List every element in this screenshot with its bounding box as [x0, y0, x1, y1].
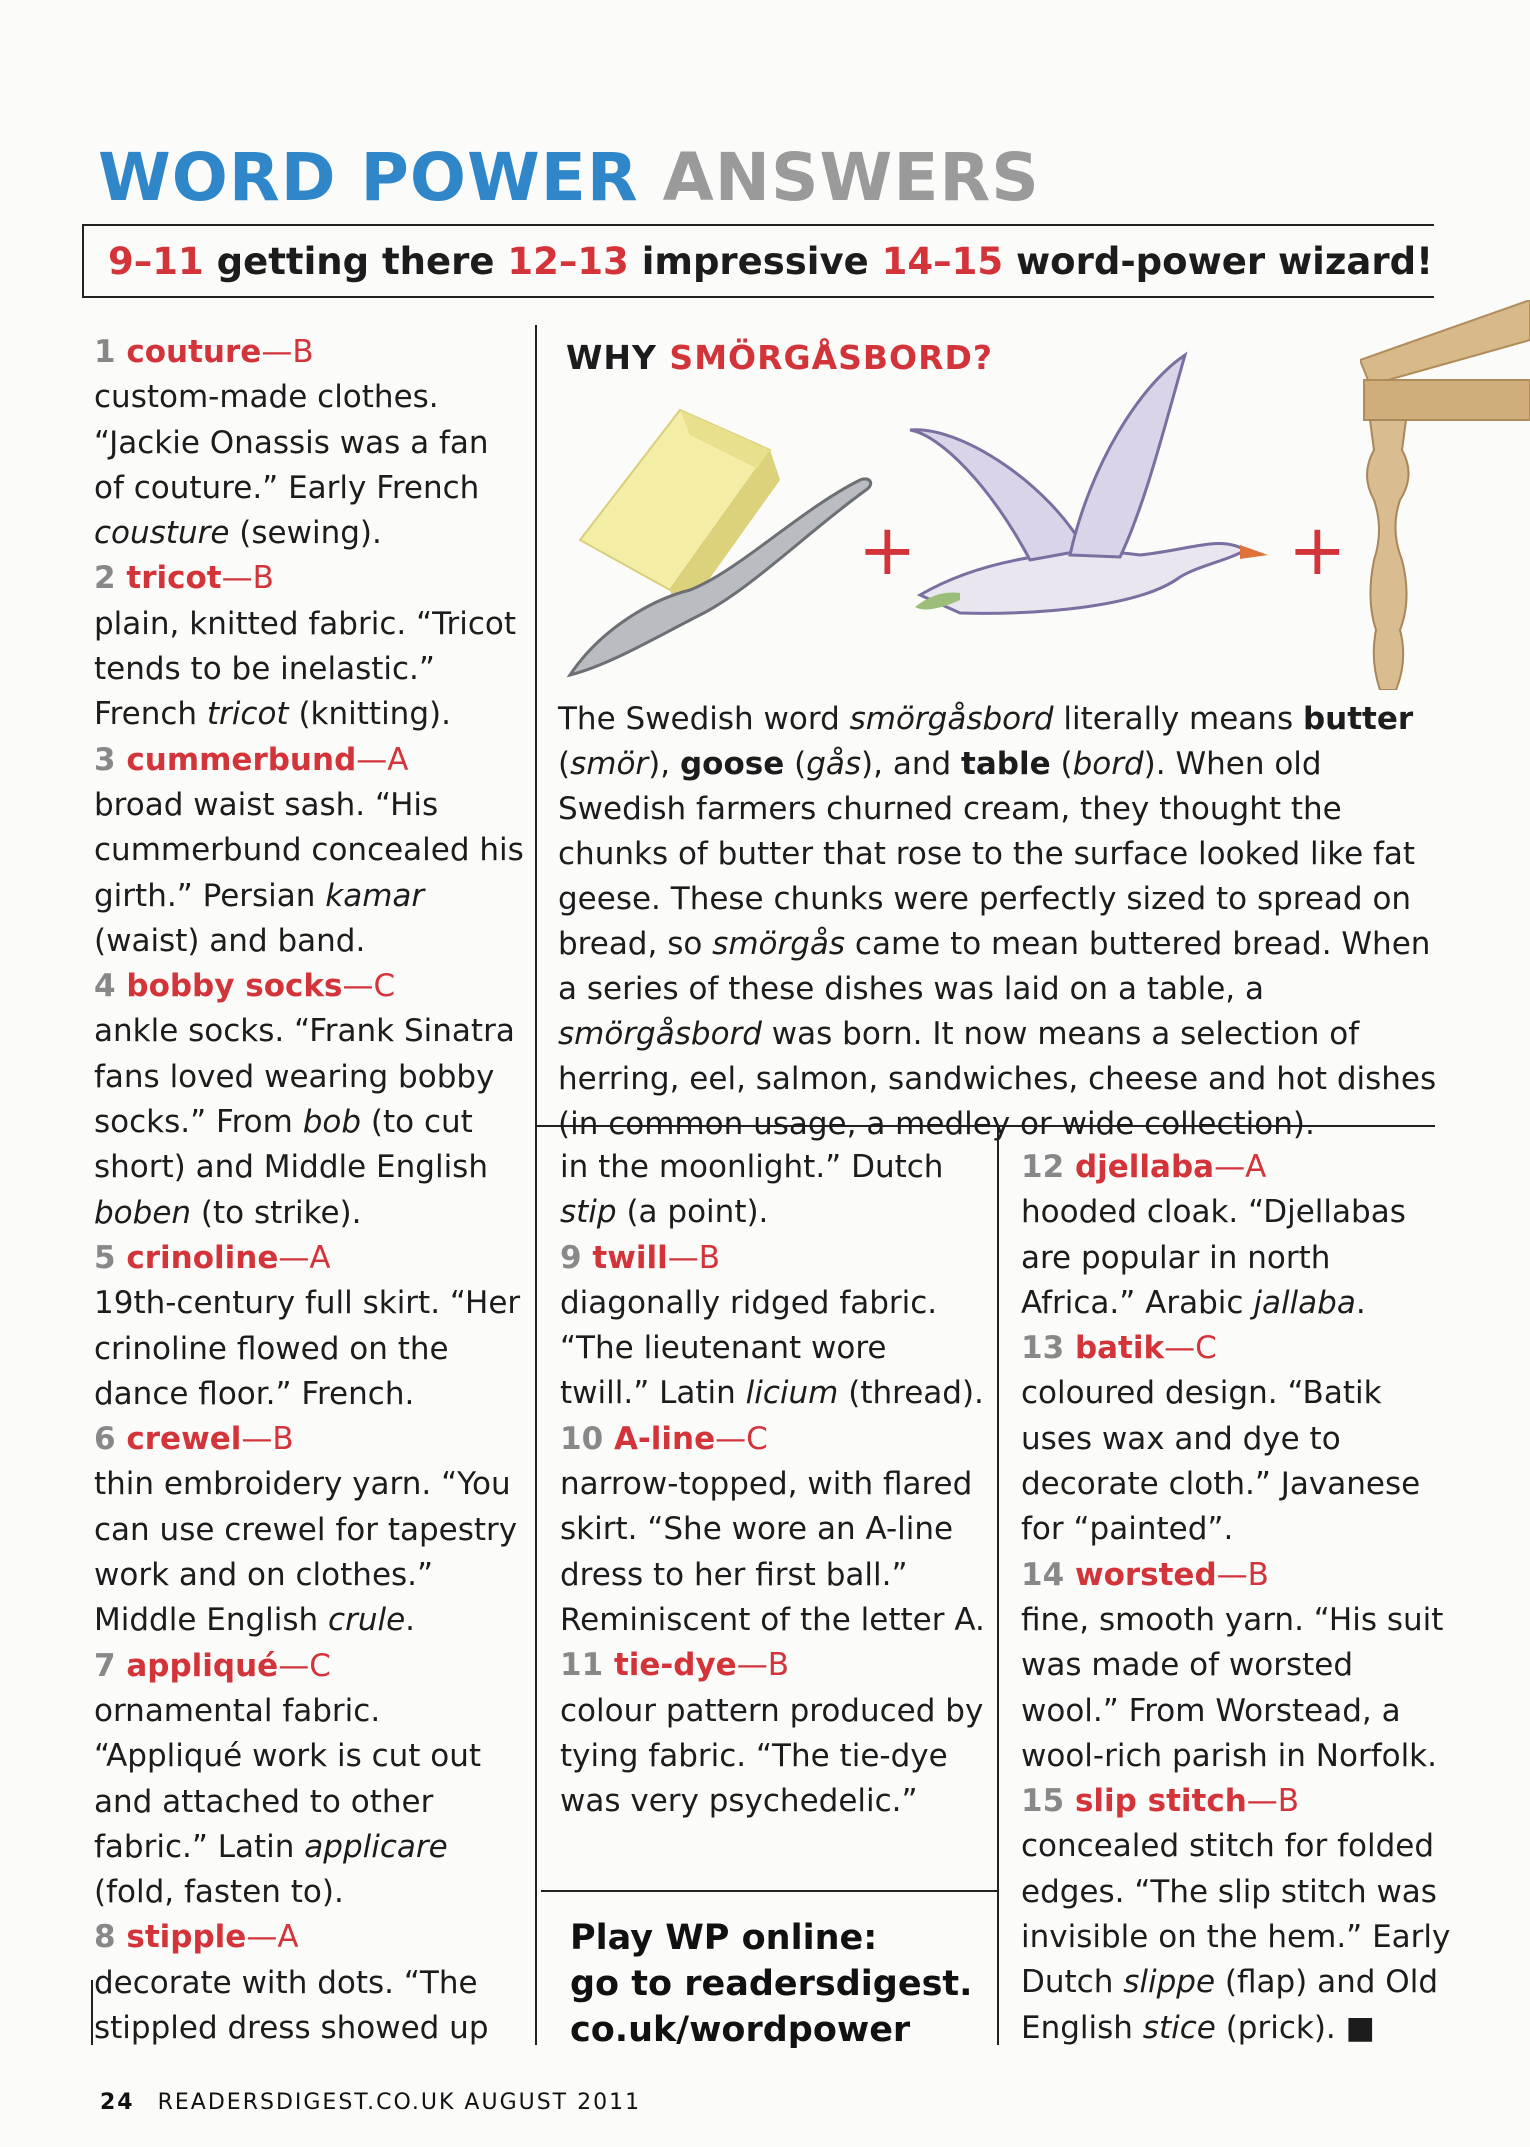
col2-divider: [997, 1125, 999, 2045]
entry-number: 10: [560, 1420, 604, 1457]
entry-definition: [560, 1689, 985, 1825]
entry-answer-letter: — C: [1164, 1330, 1217, 1366]
entry-answer-letter: — B: [241, 1421, 293, 1457]
entry-number: 1: [94, 334, 116, 370]
answers-column-3: [1021, 1145, 1451, 2051]
answer-entry: [94, 738, 524, 964]
answers-column-1: [94, 330, 524, 2051]
entry-heading: [560, 1236, 985, 1281]
entry-definition: [94, 1281, 524, 1417]
why-heading-word: SMÖRGÅSBORD?: [669, 338, 994, 377]
entry-word: crinoline: [126, 1239, 279, 1276]
answer-entry: [94, 556, 524, 737]
definition-text: hooded cloak. “Djellabas are popular in north Africa.” Arabic: [1021, 1194, 1406, 1321]
definition-text: (to strike).: [191, 1194, 362, 1231]
butter-knife-illustration: [560, 390, 890, 690]
footer-text: READERSDIGEST.CO.UK AUGUST 2011: [157, 2090, 642, 2115]
entry-word: stipple: [126, 1919, 247, 1956]
definition-text: coloured design. “Batik uses wax and dye to decorate cloth.” Javanese for “painted”.: [1021, 1375, 1421, 1548]
bold-word: table: [961, 746, 1051, 782]
origin-word: stice: [1142, 2009, 1216, 2046]
score-label: getting there: [216, 240, 495, 283]
entry-definition: [94, 1462, 524, 1643]
entry-definition: [560, 1462, 985, 1643]
entry-answer-letter: — C: [278, 1648, 331, 1684]
entry-definition: [94, 375, 524, 556]
entry-heading: [94, 1417, 524, 1462]
entry-word: batik: [1074, 1330, 1165, 1367]
answer-entry: [560, 1643, 985, 1824]
goose-illustration: [900, 345, 1270, 645]
entry-definition: [560, 1281, 985, 1417]
entry-heading: [1021, 1553, 1451, 1598]
title-answers: ANSWERS: [662, 139, 1040, 216]
entry-word: tricot: [126, 560, 222, 597]
answer-entry: [1021, 1326, 1451, 1552]
text-run: (: [784, 746, 807, 782]
definition-text: plain, knitted fabric. “Tricot tends to be inelastic.” French: [94, 605, 517, 733]
entry-heading: [94, 330, 524, 375]
definition-text: .: [1355, 1284, 1366, 1321]
definition-text: (knitting).: [288, 696, 451, 733]
entry-heading: [1021, 1326, 1451, 1371]
entry-heading: [560, 1417, 985, 1462]
answer-entry: [1021, 1145, 1451, 1326]
entry-heading: [94, 738, 524, 783]
entry-answer-letter: — A: [246, 1919, 298, 1955]
definition-text: (waist) and band.: [94, 922, 366, 959]
entry-word: couture: [126, 334, 262, 370]
origin-word: cousture: [94, 515, 230, 552]
answer-entry: [94, 1644, 524, 1916]
entry-answer-letter: — B: [261, 334, 313, 370]
text-run: ), and: [861, 746, 962, 782]
entry-word: cummerbund: [126, 741, 357, 778]
origin-word: stip: [560, 1194, 617, 1231]
top-rule: [82, 224, 1434, 226]
entry-definition: [94, 1961, 524, 2052]
entry-heading: [1021, 1145, 1451, 1190]
online-top-rule: [541, 1890, 997, 1892]
table-leg: [1367, 420, 1409, 690]
score-bar: [108, 232, 1433, 292]
plus-sign-2: +: [1288, 509, 1347, 591]
entry-heading: [94, 1644, 524, 1689]
entry-heading: [94, 964, 524, 1009]
definition-text: (a point).: [616, 1194, 769, 1231]
definition-text: (thread).: [838, 1375, 984, 1412]
goose-beak: [1240, 545, 1268, 559]
italic-word: smörgås: [712, 926, 846, 962]
entry-number: 13: [1021, 1330, 1065, 1367]
play-online-box: [570, 1915, 972, 2053]
entry-answer-letter: — B: [1217, 1557, 1269, 1593]
table-illustration: [1360, 300, 1530, 690]
score-label: word-power wizard!: [1015, 240, 1433, 283]
entry-definition: [1021, 1371, 1451, 1552]
entry-number: 2: [94, 560, 116, 597]
italic-word: smör: [570, 746, 649, 782]
definition-text: ankle socks. “Frank Sinatra fans loved wearing bobby socks.” From: [94, 1013, 515, 1141]
origin-word: tricot: [206, 696, 289, 733]
answer-entry: [1021, 1779, 1451, 2051]
plus-sign-1: +: [858, 509, 917, 591]
entry-heading: [94, 556, 524, 601]
italic-word: smörgåsbord: [558, 1016, 762, 1052]
definition-text: in the moonlight.” Dutch: [560, 1149, 944, 1185]
text-run: The Swedish word: [558, 701, 850, 737]
entry-number: 4: [94, 968, 116, 1005]
entry-definition: [94, 1009, 524, 1235]
text-run: ),: [648, 746, 680, 782]
entry-definition: [94, 783, 524, 964]
answer-entry: [94, 1915, 524, 2051]
text-run: literally means: [1053, 701, 1303, 737]
origin-word: licium: [745, 1375, 839, 1412]
origin-word: applicare: [304, 1828, 448, 1865]
answer-entry: [94, 1236, 524, 1417]
entry-definition: [560, 1145, 985, 1236]
italic-word: smörgåsbord: [849, 701, 1054, 737]
definition-text: narrow-topped, with flared skirt. “She wore an A-line dress to her first ball.” Reminiscent of the letter A.: [560, 1466, 985, 1638]
entry-number: 15: [1021, 1783, 1065, 1820]
entry-word: A-line: [613, 1420, 716, 1457]
definition-text: thin embroidery yarn. “You can use crewel for tapestry work and on clothes.” Middle English: [94, 1466, 518, 1639]
origin-word: boben: [94, 1194, 192, 1231]
title-word-power: WORD POWER: [98, 139, 639, 216]
entry-definition: [1021, 1190, 1451, 1326]
entry-answer-letter: — C: [342, 968, 395, 1004]
online-line-1: Play WP online:: [570, 1918, 878, 1958]
entry-definition: [94, 602, 524, 738]
answer-entry: [560, 1236, 985, 1417]
italic-word: gås: [806, 746, 862, 782]
definition-text: decorate with dots. “The stippled dress showed up: [94, 1964, 489, 2046]
bold-word: goose: [679, 746, 785, 782]
origin-word: jallaba: [1253, 1284, 1356, 1321]
definition-text: colour pattern produced by tying fabric. “The tie-dye was very psychedelic.”: [560, 1692, 984, 1820]
definition-text: diagonally ridged fabric. “The lieutenant wore twill.” Latin: [560, 1284, 938, 1412]
page-title: [98, 138, 1040, 218]
answer-entry: [94, 330, 524, 556]
table-apron: [1364, 380, 1530, 420]
entry-number: 9: [560, 1239, 582, 1276]
score-range: 12–13: [507, 240, 629, 283]
definition-text: (fold, fasten to).: [94, 1874, 344, 1911]
entry-number: 8: [94, 1919, 116, 1956]
entry-heading: [94, 1915, 524, 1960]
entry-heading: [94, 1236, 524, 1281]
answer-entry: [94, 964, 524, 1236]
entry-definition: [94, 1689, 524, 1915]
definition-text: ornamental fabric. “Appliqué work is cut out and attached to other fabric.” Latin: [94, 1692, 482, 1865]
text-run: (: [1050, 746, 1073, 782]
entry-definition: [1021, 1598, 1451, 1779]
definition-text: (to cut short) and Middle English: [94, 1104, 488, 1186]
col1-left-rule: [91, 1980, 93, 2045]
entry-word: tie-dye: [613, 1647, 737, 1684]
text-run: ). When old Swedish farmers churned cream, they thought the chunks of butter that rose to the surface looked like fat geese. These chunks were perfectly sized to spread on bread, so: [558, 746, 1416, 962]
score-range: 14–15: [881, 240, 1004, 283]
entry-answer-letter: — B: [222, 560, 274, 596]
origin-word: kamar: [325, 877, 425, 914]
entry-word: worsted: [1074, 1556, 1217, 1593]
answer-entry: [94, 1417, 524, 1643]
entry-number: 5: [94, 1239, 116, 1276]
definition-text: 19th-century full skirt. “Her crinoline flowed on the dance floor.” French.: [94, 1285, 521, 1412]
text-run: came to mean buttered bread. When a series of these dishes was laid on a table, a: [558, 926, 1431, 1007]
italic-word: bord: [1072, 746, 1144, 782]
origin-word: crule: [328, 1602, 406, 1639]
definition-text: fine, smooth yarn. “His suit was made of worsted wool.” From Worstead, a wool-rich parish in Norfolk.: [1021, 1601, 1444, 1774]
entry-word: bobby socks: [126, 968, 343, 1005]
entry-answer-letter: — B: [668, 1240, 720, 1276]
origin-word: bob: [302, 1104, 362, 1141]
why-paragraph: [558, 697, 1458, 1147]
entry-number: 11: [560, 1647, 604, 1684]
entry-word: crewel: [126, 1421, 242, 1458]
answer-entry: [560, 1417, 985, 1643]
entry-number: 3: [94, 741, 116, 778]
definition-text: broad waist sash. “His cummerbund concealed his girth.” Persian: [94, 786, 524, 914]
score-range: 9–11: [108, 240, 204, 283]
entry-heading: [560, 1643, 985, 1688]
page-number: 24: [100, 2090, 135, 2115]
entry-answer-letter: — B: [1247, 1783, 1299, 1819]
entry-definition: [1021, 1824, 1451, 2050]
goose-wing-right: [1070, 355, 1185, 557]
entry-word: slip stitch: [1074, 1783, 1247, 1820]
definition-text: (flap) and Old English: [1021, 1964, 1438, 2046]
bold-word: butter: [1302, 701, 1414, 737]
definition-text: concealed stitch for folded edges. “The slip stitch was invisible on the hem.” Early Dutch: [1021, 1828, 1451, 2001]
online-line-2[interactable]: go to readersdigest.: [570, 1964, 973, 2004]
col1-divider: [535, 325, 537, 2045]
definition-text: (sewing).: [229, 515, 382, 552]
entry-heading: [1021, 1779, 1451, 1824]
entry-answer-letter: — A: [278, 1240, 330, 1276]
text-run: (: [558, 746, 571, 782]
entry-number: 6: [94, 1421, 116, 1458]
answer-entry: [1021, 1553, 1451, 1779]
table-top: [1360, 300, 1530, 385]
definition-text: .: [405, 1602, 416, 1639]
definition-text: (prick). ■: [1215, 2009, 1375, 2046]
text-run: was born. It now means a selection of herring, eel, salmon, sandwiches, cheese and hot dishes (in common usage, a medley or wide collection).: [558, 1016, 1437, 1142]
why-heading-prefix: WHY: [566, 338, 657, 377]
entry-number: 14: [1021, 1556, 1065, 1593]
entry-word: twill: [592, 1239, 668, 1276]
entry-word: djellaba: [1074, 1149, 1215, 1185]
answers-column-2: [560, 1145, 985, 1824]
answer-entry: [560, 1145, 985, 1236]
origin-word: slippe: [1123, 1964, 1216, 2001]
entry-answer-letter: — B: [737, 1647, 789, 1683]
goose-wing-left: [910, 430, 1085, 560]
entry-word: appliqué: [126, 1647, 279, 1684]
score-bottom-rule: [82, 296, 1434, 298]
entry-answer-letter: — A: [1214, 1149, 1266, 1185]
entry-number: 7: [94, 1647, 116, 1684]
definition-text: custom-made clothes. “Jackie Onassis was a fan of couture.” Early French: [94, 379, 489, 506]
page-footer: [100, 2090, 641, 2115]
entry-answer-letter: — A: [356, 742, 408, 778]
online-line-3[interactable]: co.uk/wordpower: [570, 2010, 911, 2050]
score-label: impressive: [641, 240, 869, 283]
entry-number: 12: [1021, 1149, 1065, 1185]
score-left-rule: [82, 224, 84, 296]
entry-answer-letter: — C: [715, 1421, 768, 1457]
